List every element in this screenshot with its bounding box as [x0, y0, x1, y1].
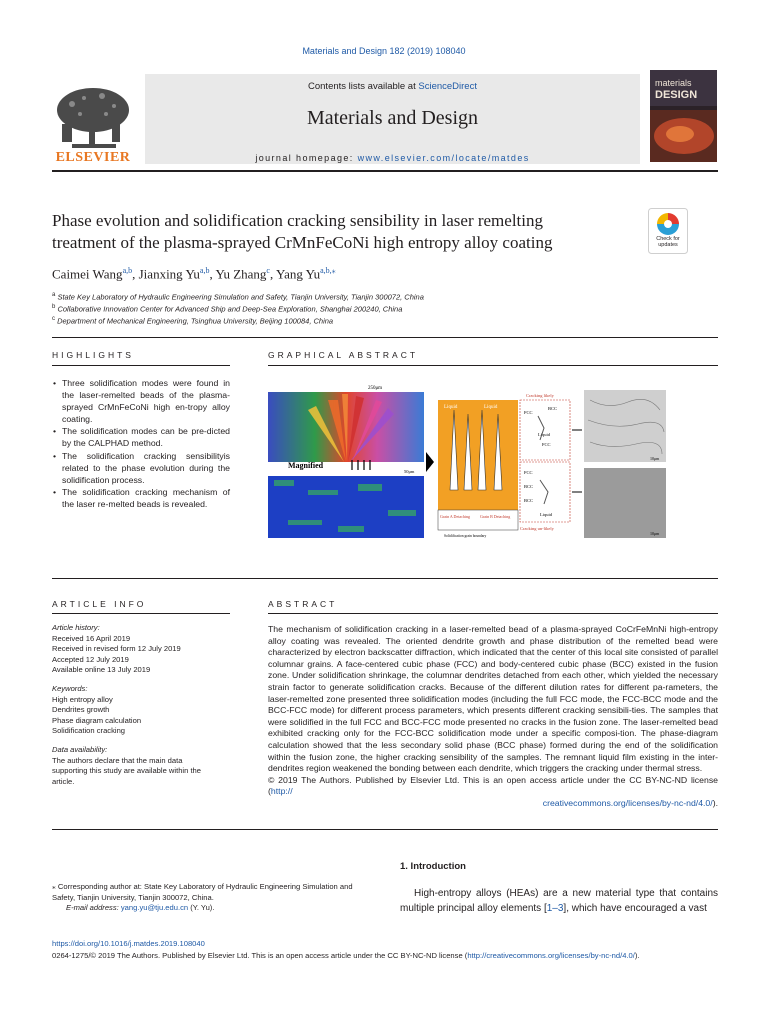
contents-prefix: Contents lists available at [308, 81, 419, 92]
ga-micro-scale-2: 10μm [650, 531, 660, 536]
cover-title-line2: DESIGN [655, 89, 698, 101]
sciencedirect-link[interactable]: ScienceDirect [418, 81, 477, 92]
author-3-sup[interactable]: c [266, 266, 270, 275]
history-received: Received 16 April 2019 [52, 633, 131, 643]
email-link[interactable]: yang.yu@tju.edu.cn [120, 903, 189, 912]
keyword: Dendrites growth [52, 705, 110, 715]
affil-text: Department of Mechanical Engineering, Tsinghua University, Beijing 100084, China [57, 316, 334, 326]
author-1-sup[interactable]: a,b [122, 266, 133, 275]
ga-bcc-1: BCC [548, 406, 558, 411]
history-online: Available online 13 July 2019 [52, 665, 151, 675]
affil-mark: b [52, 304, 56, 310]
abstract-copyright [268, 775, 718, 798]
arrow-right-icon [426, 452, 434, 472]
journal-reference[interactable]: Materials and Design 182 (2019) 108040 [302, 46, 466, 56]
abstract-copyright-line2 [268, 798, 718, 810]
footer-copyright-end: ). [634, 951, 640, 960]
email-suffix: (Y. Yu). [188, 903, 215, 912]
author-1: Caimei Wang [52, 266, 123, 282]
ga-liquid-right-2: Liquid [540, 512, 552, 517]
ga-grain-b: Grain B Detaching [480, 514, 511, 519]
footer-copyright-text: 0264-1275/© 2019 The Authors. Published by Elsevier Ltd. This is an open access article under the CC BY-NC-ND license ( [52, 951, 468, 960]
ga-micro-scale-1: 10μm [650, 456, 660, 461]
article-info-rule [52, 613, 230, 614]
keyword: Phase diagram calculation [52, 715, 142, 725]
license-link-part2[interactable]: creativecommons.org/licenses/by-nc-nd/4.0/ [542, 797, 713, 808]
ga-grain-a: Grain A Detaching [440, 514, 470, 519]
abstract-text: The mechanism of solidification cracking in a laser-remelted bead of a plasma-sprayed CoCrFeMnNi high-entropy alloy coating was revealed. The oriented dendrite growth and phase distribution of the remelted bead were characterized by electron backscatter diffraction, which indicated that the center of this local site consisted of parallel columnar grains. A face-centered cubic phase (FCC) and body-centered cubic phase (BCC) existed in the fusion zone. Under solidification shrinkage, the columnar dendrites detached from each other, which yielded the necessary strain factor to generate solidification cracks. Because of the different dilution rates for different pa-rameters, the laser-remelted zone presented three solidification modes (including the full FCC mode, the FCC-BCC mode and the BCC-FCC mode) for different process parameters, which presents different cracking sensibili-ties. The samples that were solidified in the full FCC and BCC-FCC mode presented no cracks in the fusion zone. The laser-remelted bead exhibited cracking only for the FCC-BCC solidification mode under a specific composi-tion. The phase-diagram calculation showed that the less secondary solid phase (BCC phase) formed during the end of the solidification within the fusion zone, the higher cracking sensibility of the samples. The remnant liquid film existing in the inter-dendrites region weakened the bonding between each dendrite, which triggers the cracking under thermal stress. [268, 624, 718, 774]
ga-boundary: Solidification grain boundary [444, 534, 487, 538]
highlight-item: • The solidification cracking mechanism of the laser re-melted beads is revealed. [62, 486, 230, 510]
ga-fcc-2: FCC [542, 442, 551, 447]
affiliation-a [52, 292, 424, 302]
article-history [52, 623, 230, 676]
availability-line: The authors declare that the main data [52, 755, 183, 765]
citation-link[interactable]: 1–3 [546, 903, 564, 914]
section-rule [52, 578, 718, 579]
ga-magnified: Magnified [288, 461, 324, 470]
email-label: E-mail address: [66, 903, 121, 912]
highlight-item: • The solidification cracking sensibilityis related to the phase evolution during the solidification process. [62, 450, 230, 486]
abstract-body [268, 624, 718, 810]
ga-scale-mid: 50μm [404, 469, 415, 474]
homepage-link[interactable]: www.elsevier.com/locate/matdes [357, 153, 530, 163]
introduction-heading: 1. Introduction [400, 861, 466, 872]
ga-liquid-2: Liquid [484, 405, 498, 410]
license-link-part1[interactable]: http:// [270, 786, 293, 797]
ga-fcc-1: FCC [524, 410, 533, 415]
ga-fcc-3: FCC [524, 470, 533, 475]
graphical-abstract-figure [268, 380, 718, 540]
highlights-rule [52, 365, 230, 366]
author-3: Yu Zhang [215, 266, 267, 282]
author-4: Yang Yu [276, 266, 321, 282]
highlights-list [52, 377, 230, 510]
affil-text: Collaborative Innovation Center for Advanced Ship and Deep-Sea Exploration, Shanghai 200240, China [57, 304, 403, 314]
journal-homepage [145, 153, 640, 163]
badge-label-line2: updates [658, 242, 678, 248]
badge-label-line1: Check for [656, 236, 680, 242]
data-availability [52, 745, 230, 787]
badge-label [648, 236, 688, 248]
keyword: Solidification cracking [52, 726, 126, 736]
availability-line: article. [52, 776, 75, 786]
author-sep: , [209, 266, 216, 282]
section-rule [52, 829, 718, 830]
ga-liquid-right-1: Liquid [538, 432, 550, 437]
abstract-heading: ABSTRACT [268, 599, 338, 609]
author-2-sup[interactable]: a,b [199, 266, 210, 275]
history-revised: Received in revised form 12 July 2019 [52, 644, 181, 654]
intro-text: High-entropy alloys (HEAs) are a new material type that contains multiple principal alloy elements [ [400, 888, 718, 914]
highlight-item: • The solidification modes can be pre-dicted by the CALPHAD method. [62, 425, 230, 449]
footnote-email-line [52, 903, 362, 914]
title-line-1: Phase evolution and solidification cracking sensibility in laser remelting [52, 211, 543, 230]
keyword: High entropy alloy [52, 694, 113, 704]
author-sep: , [132, 266, 139, 282]
highlight-item: • Three solidification modes were found in the laser-remelted beads of the plasma-sprayed CrMnFeCoNi high en-tropy alloy coating. [62, 377, 230, 425]
ga-bcc-3: BCC [524, 498, 534, 503]
title-line-2: treatment of the plasma-sprayed CrMnFeCoNi high entropy alloy coating [52, 233, 553, 252]
elsevier-wordmark: ELSEVIER [55, 150, 131, 165]
author-4-sup[interactable]: a,b,⁎ [320, 266, 336, 275]
history-label: Article history: [52, 623, 100, 632]
ga-liquid-1: Liquid [444, 405, 458, 410]
article-info-heading: ARTICLE INFO [52, 599, 147, 609]
affil-mark: a [52, 292, 56, 298]
keywords [52, 684, 230, 737]
ga-cracking-unlikely: Cracking un-likely [520, 526, 554, 531]
affil-mark: c [52, 316, 55, 322]
article-info [52, 623, 230, 795]
availability-label: Data availability: [52, 744, 108, 754]
footnote-corresponding: ⁎ Corresponding author at: State Key Laboratory of Hydraulic Engineering Simulation and Safety, Tianjin University, Tianjin 300072, China. [52, 882, 353, 902]
intro-paragraph [400, 886, 718, 916]
introduction-body [400, 886, 718, 916]
ga-cracking-likely: Cracking likely [526, 393, 554, 398]
author-sep: , [269, 266, 277, 282]
journal-title: Materials and Design [306, 107, 479, 129]
affiliation-c [52, 316, 333, 326]
affiliation-b [52, 304, 402, 314]
highlights-heading: HIGHLIGHTS [52, 350, 134, 360]
availability-line: supporting this study are available within the [52, 766, 202, 776]
section-rule [52, 337, 718, 338]
ga-bcc-2: BCC [524, 484, 534, 489]
footer-license-link[interactable]: http://creativecommons.org/licenses/by-nc-nd/4.0/ [467, 951, 635, 960]
dendrite-schematic [438, 400, 518, 510]
doi-link[interactable]: https://doi.org/10.1016/j.matdes.2019.108040 [52, 939, 205, 948]
graphical-abstract-heading: GRAPHICAL ABSTRACT [268, 350, 419, 360]
author-2: Jianxing Yu [138, 266, 200, 282]
abstract-rule [268, 613, 718, 614]
copyright-end: ). [712, 797, 718, 808]
contents-line [145, 81, 640, 92]
micrograph-uncracked [584, 468, 666, 538]
keywords-label: Keywords: [52, 683, 88, 693]
homepage-prefix: journal homepage: [255, 153, 358, 163]
intro-text-end: ], which have encouraged a vast [563, 903, 707, 914]
cover-title-line1: materials [655, 78, 692, 88]
footer-copyright [52, 951, 640, 960]
article-title [52, 210, 632, 254]
authors-line [52, 266, 336, 282]
ga-scale-top: 250μm [368, 386, 383, 391]
copyright-text: © 2019 The Authors. Published by Elsevier Ltd. This is an open access article under the CC BY-NC-ND license ( [268, 774, 718, 797]
graphical-abstract-rule [268, 365, 718, 366]
header-rule [52, 170, 718, 172]
footnote [52, 882, 362, 914]
affil-text: State Key Laboratory of Hydraulic Engineering Simulation and Safety, Tianjin University, Tianjin 300072, China [57, 292, 424, 302]
history-accepted: Accepted 12 July 2019 [52, 654, 129, 664]
